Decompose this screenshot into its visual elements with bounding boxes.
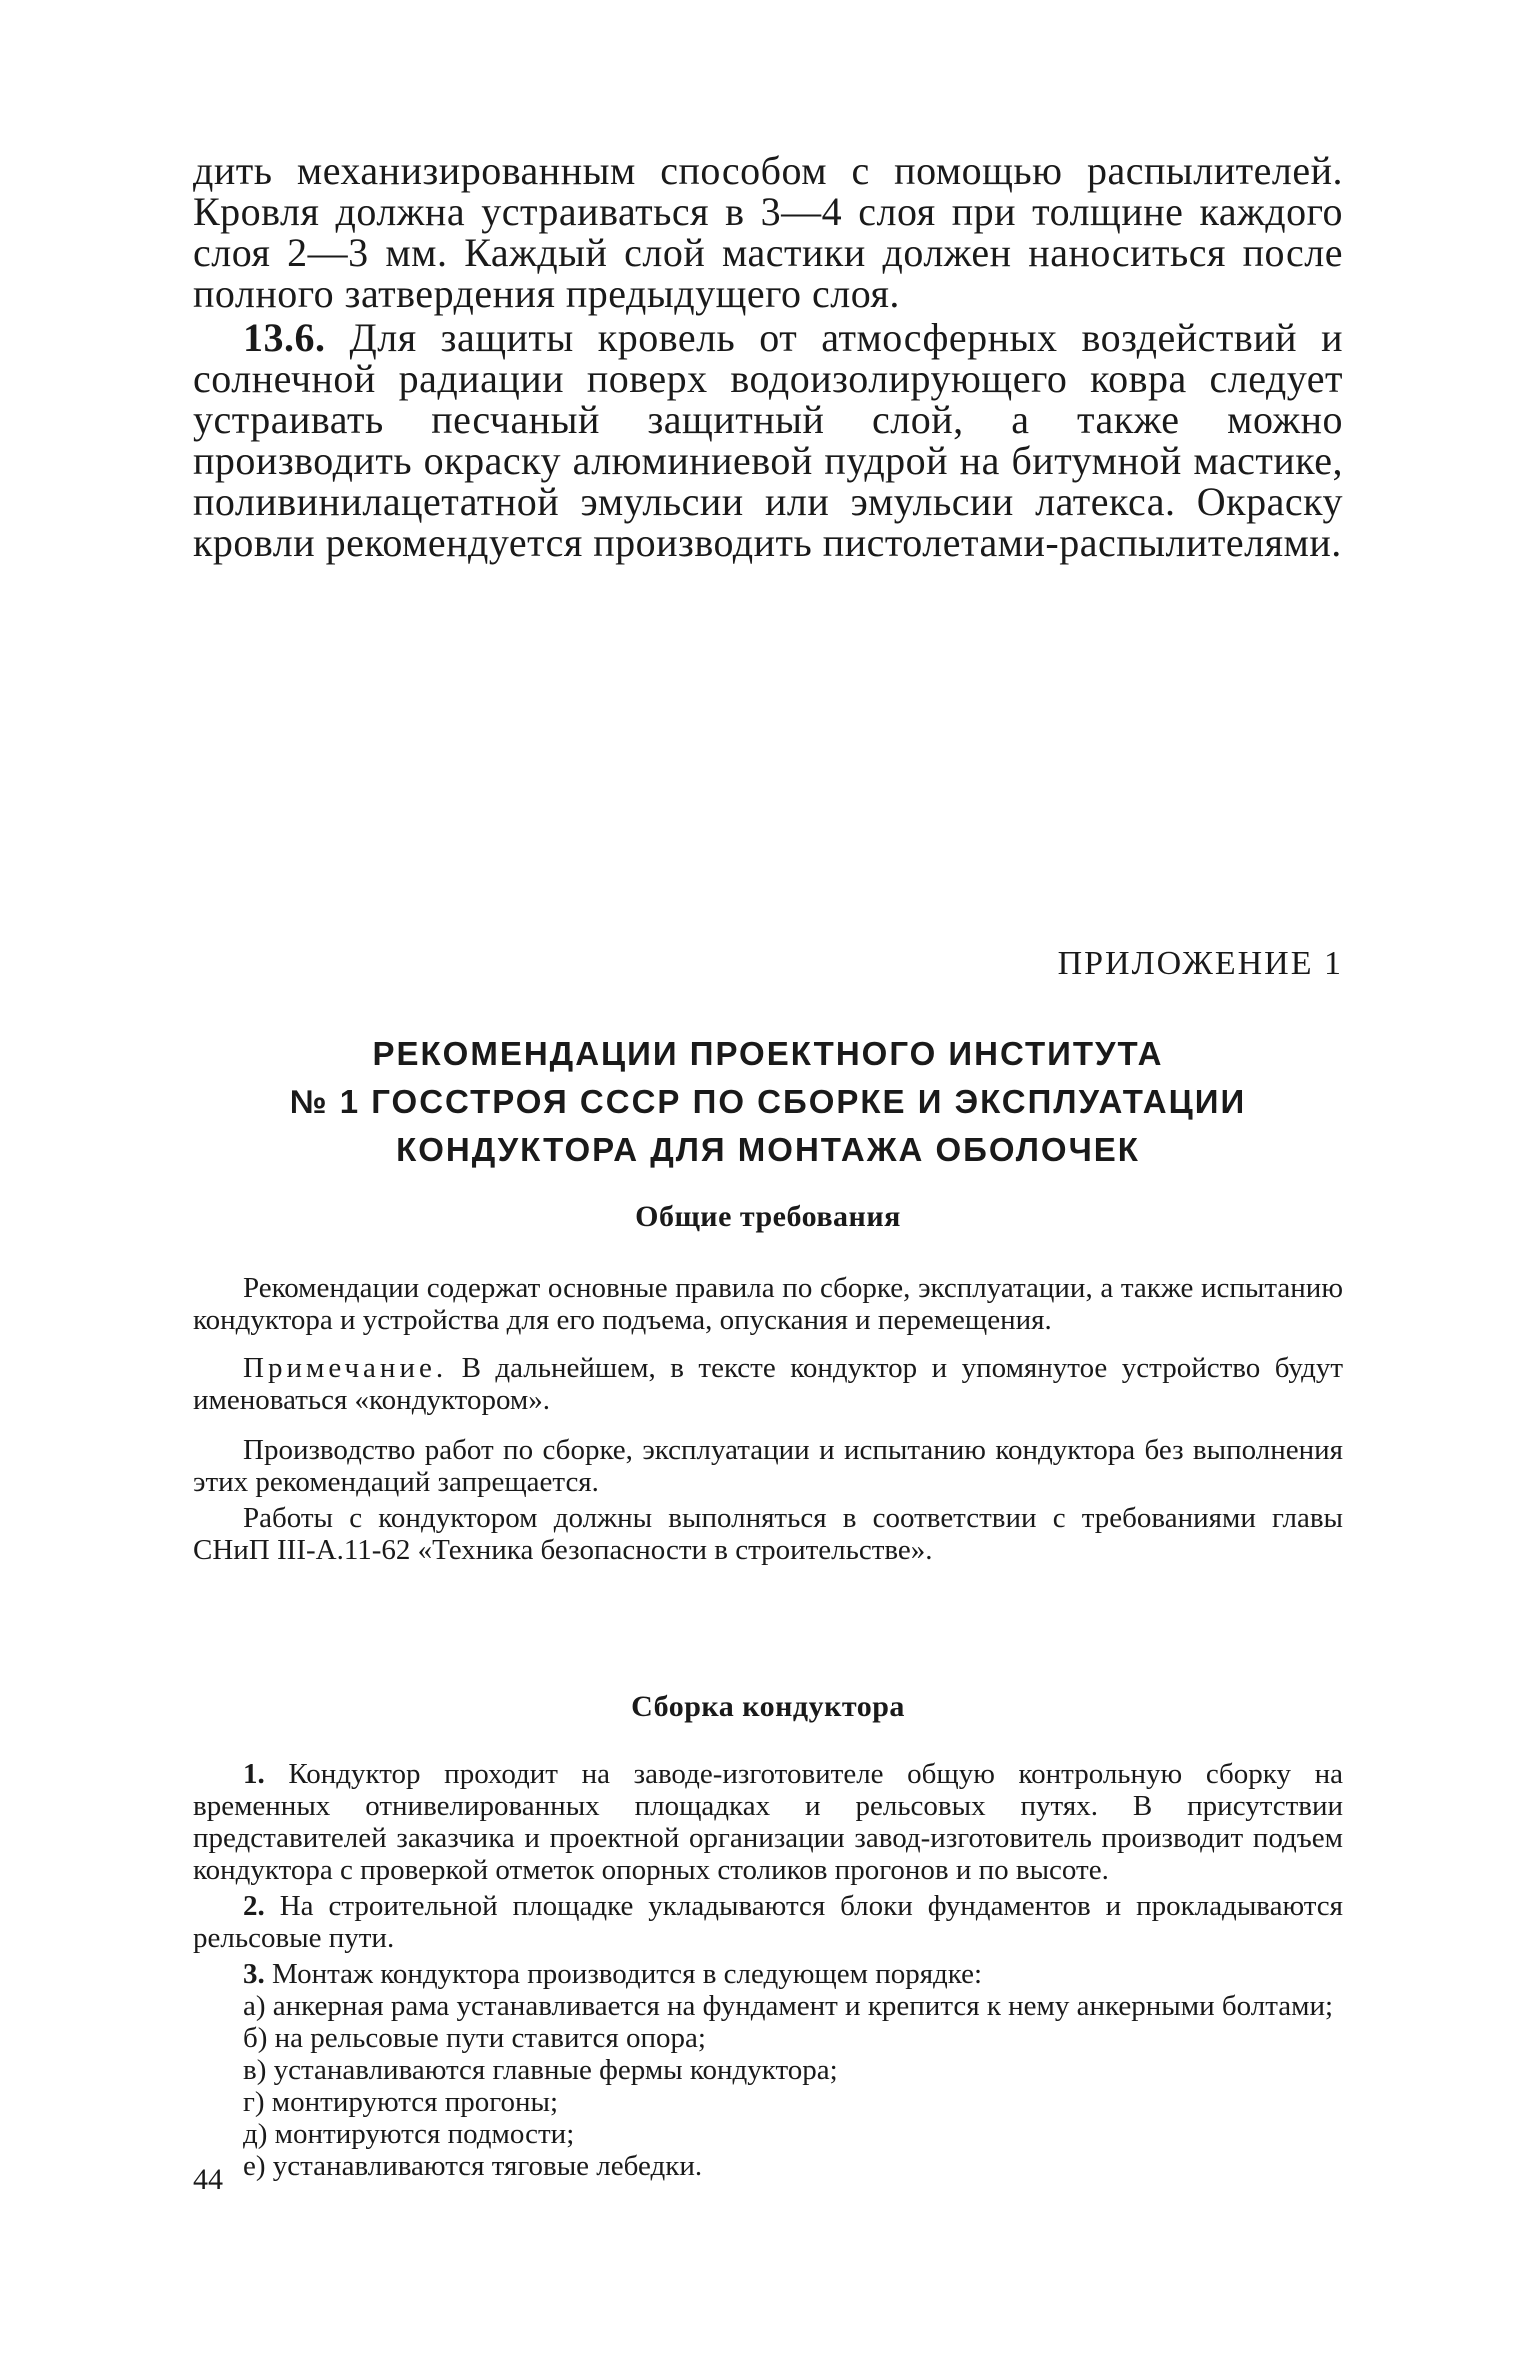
paragraph: Работы с кондуктором должны выполняться в соответствии с требованиями главы СНиП III-А.11-62 «Техника безопасности в строительстве». — [193, 1502, 1343, 1566]
paragraph: Производство работ по сборке, эксплуатации и испытанию кондуктора без выполнения этих рекомендаций запрещается. — [193, 1434, 1343, 1498]
list-item — [193, 1958, 1343, 1990]
paragraph-13-6 — [193, 317, 1343, 563]
paragraph-13-5-continuation: дить механизированным способом с помощью распылителей. Кровля должна устраиваться в 3—4 слоя при толщине каждого слоя 2—3 мм. Каждый слой мастики должен наноситься после полного затвердения предыдущего слоя. — [193, 148, 1343, 316]
item-text: Монтаж кондуктора производится в следующем порядке: — [272, 1958, 983, 1990]
appendix-title-line: № 1 ГОССТРОЯ СССР ПО СБОРКЕ И ЭКСПЛУАТАЦИИ — [289, 1083, 1247, 1120]
appendix-title-line: РЕКОМЕНДАЦИИ ПРОЕКТНОГО ИНСТИТУТА — [372, 1035, 1164, 1072]
item-number: 1. — [243, 1758, 265, 1790]
sub-item: а) анкерная рама устанавливается на фундамент и крепится к нему анкерными болтами; — [243, 1990, 1334, 2022]
item-number: 3. — [243, 1958, 265, 1990]
sub-item: д) монтируются подмости; — [243, 2118, 575, 2150]
paragraph: Рекомендации содержат основные правила по сборке, эксплуатации, а также испытанию кондуктора и устройства для его подъема, опускания и перемещения. — [193, 1272, 1343, 1336]
item-text: На строительной площадке укладываются блоки фундаментов и прокладываются рельсовые пути. — [193, 1890, 1344, 1954]
appendix-label: ПРИЛОЖЕНИЕ 1 — [1057, 945, 1343, 982]
note-text: В дальнейшем, в тексте кондуктор и упомянутое устройство будут именоваться «кондуктором». — [193, 1352, 1343, 1416]
top-text — [193, 150, 1343, 563]
paragraph-number: 13.6. — [243, 315, 326, 360]
paragraph-text: Для защиты кровель от атмосферных воздействий и солнечной радиации поверх водоизолирующего ковра следует устраивать песчаный защитный слой, а также можно производить окраску алюминиевой пудрой на битумной мастике, поливинилацетатной эмульсии или эмульсии латекса. Окраску кровли рекомендуется производить пистолетами-распылителями. — [193, 315, 1343, 565]
sub-item: б) на рельсовые пути ставится опора; — [243, 2022, 706, 2054]
list-item — [193, 1890, 1343, 1954]
appendix-title — [193, 1030, 1343, 1174]
note-label: Примечание. — [243, 1352, 448, 1384]
page-number: 44 — [193, 2163, 223, 2196]
sub-item: е) устанавливаются тяговые лебедки. — [243, 2150, 703, 2182]
item-text: Кондуктор проходит на заводе-изготовителе общую контрольную сборку на временных отнивелированных площадках и рельсовых путях. В присутствии представителей заказчика и проектной организации завод-изготовитель производит подъем кондуктора с проверкой отметок опорных столиков прогонов и по высоте. — [193, 1758, 1343, 1886]
section-heading-general: Общие требования — [635, 1200, 901, 1233]
sub-item: г) монтируются прогоны; — [243, 2086, 559, 2118]
section-heading-assembly: Сборка кондуктора — [631, 1690, 905, 1723]
list-item — [193, 1758, 1343, 1886]
item-number: 2. — [243, 1890, 265, 1922]
note — [193, 1352, 1343, 1416]
appendix-title-line: КОНДУКТОРА ДЛЯ МОНТАЖА ОБОЛОЧЕК — [396, 1131, 1140, 1168]
sub-item: в) устанавливаются главные фермы кондуктора; — [243, 2054, 838, 2086]
assembly-section — [193, 1758, 1343, 2182]
general-requirements — [193, 1272, 1343, 1566]
